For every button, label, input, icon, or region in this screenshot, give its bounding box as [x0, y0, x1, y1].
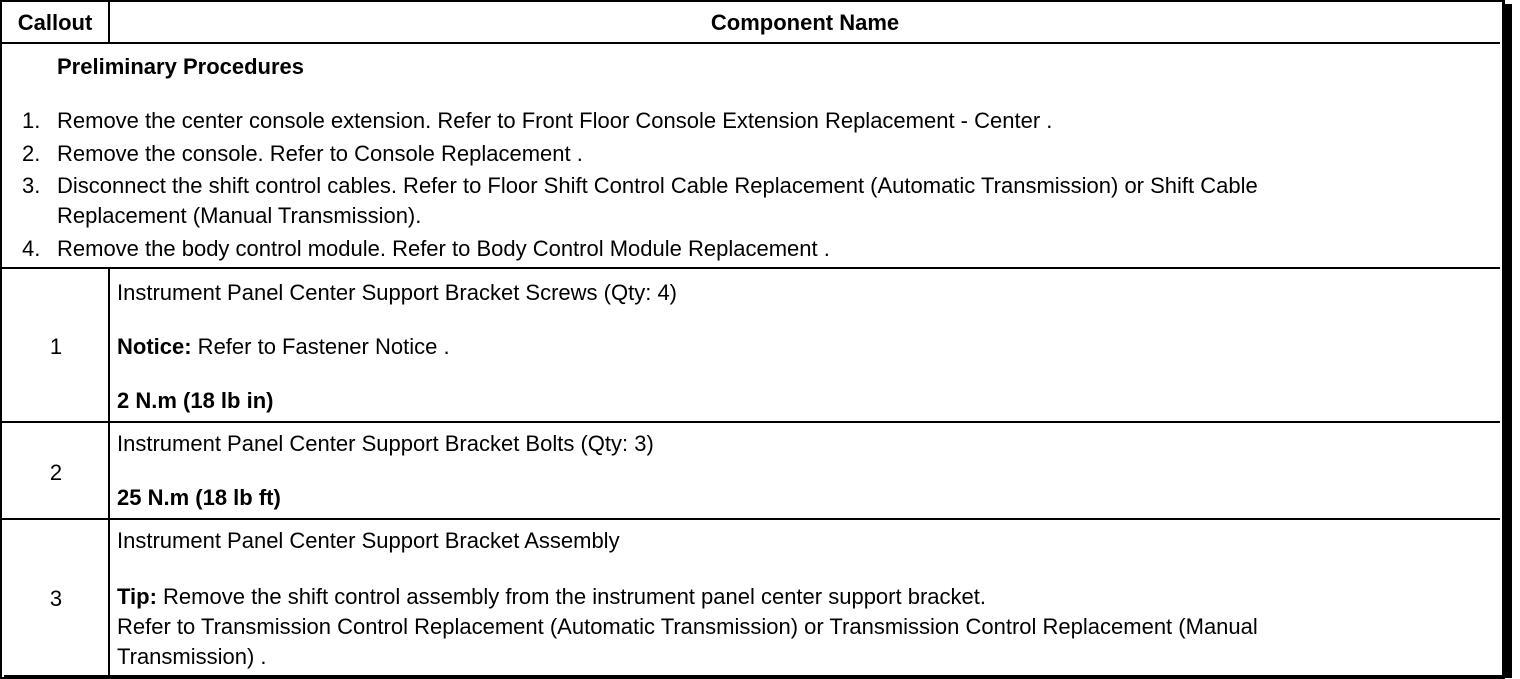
- component-name: Instrument Panel Center Support Bracket Bolts (Qty: 3): [117, 431, 654, 456]
- step-number: 4.: [22, 236, 41, 261]
- callout-number: 2: [49, 460, 63, 485]
- component-name: Instrument Panel Center Support Bracket Screws (Qty: 4): [117, 280, 678, 305]
- refer-text-continued: Transmission) .: [117, 644, 267, 669]
- row-divider: [0, 421, 1500, 423]
- torque-spec: 2 N.m (18 lb in): [117, 388, 274, 413]
- step-number: 1.: [22, 108, 41, 133]
- step-text: Remove the body control module. Refer to Body Control Module Replacement .: [57, 236, 830, 261]
- header-component-name: Component Name: [710, 10, 900, 35]
- table-shadow-right: [1502, 4, 1512, 678]
- tip-text: Remove the shift control assembly from the instrument panel center support bracket.: [156, 584, 986, 609]
- row-divider: [0, 267, 1500, 269]
- step-text: Remove the console. Refer to Console Replacement .: [57, 141, 583, 166]
- tip-label: Tip:: [117, 584, 157, 609]
- callout-number: 3: [49, 586, 63, 611]
- row-divider: [0, 518, 1500, 520]
- step-text: Remove the center console extension. Refer to Front Floor Console Extension Replacement - Center .: [57, 108, 1053, 133]
- component-name: Instrument Panel Center Support Bracket Assembly: [117, 528, 620, 553]
- step-text-continued: Replacement (Manual Transmission).: [57, 203, 422, 228]
- notice-label: Notice:: [117, 334, 192, 359]
- notice-text: Refer to Fastener Notice .: [191, 334, 450, 359]
- header-callout: Callout: [17, 10, 93, 35]
- step-number: 2.: [22, 141, 41, 166]
- step-text: Disconnect the shift control cables. Refer to Floor Shift Control Cable Replacement (Automatic Transmission) or Shift Cable: [57, 173, 1258, 198]
- tip-line: [117, 582, 986, 612]
- callout-number: 1: [49, 334, 63, 359]
- preliminary-title: Preliminary Procedures: [57, 54, 305, 79]
- step-number: 3.: [22, 173, 41, 198]
- refer-text: Refer to Transmission Control Replacement (Automatic Transmission) or Transmission Control Replacement (Manual: [117, 614, 1258, 639]
- notice-line: [117, 332, 450, 362]
- torque-spec: 25 N.m (18 lb ft): [117, 485, 281, 510]
